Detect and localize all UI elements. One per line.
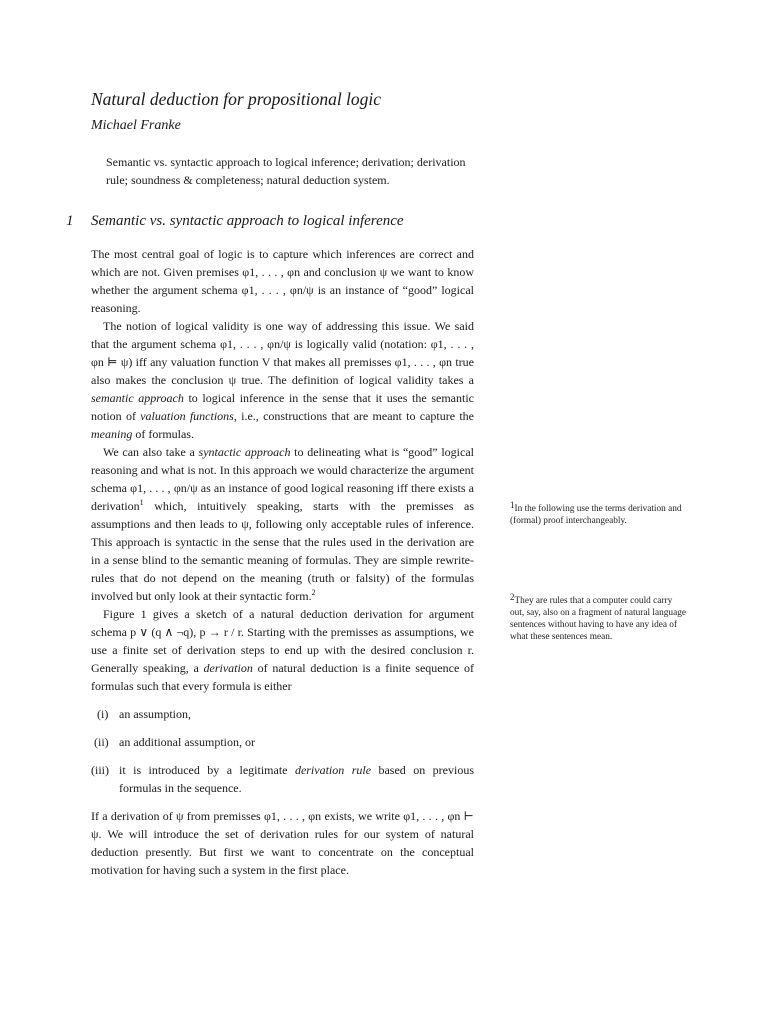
paragraph-5: If a derivation of ψ from premisses φ1, . . . , φn exists, we write φ1, . . . , φn ⊢ ψ. We will introduce the set of derivation rules for our system of natural deduction presently. But first we want to concentrate on the conceptual motivation for having such a system in the first place. — [91, 809, 474, 877]
list-item-label: (i) — [97, 707, 109, 721]
enumeration-list — [91, 705, 474, 797]
paragraph-2-text: of formulas. — [132, 427, 194, 441]
paragraph-2-text: The notion of logical validity is one way of addressing this issue. We said that the argument schema φ1, . . . , φn/ψ is logically valid (notation: φ1, . . . , φn ⊨ ψ) iff any valuation function V that makes all premisses φ1, . . . , φn true also makes the conclusion ψ true. The definition of logical validity takes a — [91, 319, 474, 387]
paragraph-1: The most central goal of logic is to capture which inferences are correct and which are not. Given premises φ1, . . . , φn and conclusion ψ we want to know whether the argument schema φ1, . . . , φn/ψ is an instance of “good” logical reasoning. — [91, 247, 474, 315]
paragraph-4-text: Figure 1 gives a sketch of a natural deduction derivation for argument schema p ∨ (q ∧ ¬q), p → r / r. Starting with the premisses as assumptions, we use a finite set of derivation steps to end up with the desired conclusion r. Generally speaking, a — [91, 607, 474, 675]
paragraph-3-text: which, intuitively speaking, starts with the premisses as assumptions and then leads to ψ, following only acceptable rules of inference. This approach is syntactic in the sense that the rules used in the derivation are in a sense blind to the semantic meaning of formulas. They are simple rewrite-rules that do not depend on the meaning (truth or falsity) of the formulas involved but only look at their syntactic form. — [91, 499, 474, 603]
abstract-keywords: Semantic vs. syntactic approach to logical inference; derivation; derivation rule; soundness & completeness; natural deduction system. — [106, 155, 466, 187]
margin-footnote-2 — [510, 591, 688, 643]
footnote-ref-1[interactable]: 1 — [139, 498, 144, 507]
emphasis-semantic-approach: semantic approach — [91, 391, 184, 405]
list-item-text: an assumption, — [119, 707, 191, 721]
list-item-text: an additional assumption, or — [119, 735, 255, 749]
list-item — [91, 733, 474, 751]
emphasis-derivation: derivation — [203, 661, 253, 675]
paragraph-2-text: to logical inference in the sense that it uses the semantic notion of — [91, 391, 474, 423]
list-item — [91, 705, 474, 723]
paragraph-2-text: , i.e., constructions that are meant to capture the — [233, 409, 474, 423]
emphasis-meaning: meaning — [91, 427, 133, 441]
emphasis-valuation-functions: valuation functions — [140, 409, 234, 423]
emphasis-syntactic-approach: syntactic approach — [198, 445, 291, 459]
footnote-text: They are rules that a computer could carry out, say, also on a fragment of natural language sentences without having to have any idea of what these sentences mean. — [510, 596, 686, 642]
author-name: Michael Franke — [91, 118, 181, 133]
paragraph-2 — [91, 317, 474, 443]
paragraph-3-text: to delineating what is “good” logical reasoning and what is not. In this approach we would characterize the argument schema φ1, . . . , φn/ψ as an instance of good logical reasoning iff there exists a derivation — [91, 445, 474, 513]
footnote-mark: 1 — [510, 500, 515, 510]
paragraph-3 — [91, 443, 474, 605]
emphasis-derivation-rule: derivation rule — [294, 763, 372, 777]
main-text — [91, 245, 474, 879]
section-number: 1 — [66, 213, 74, 229]
footnote-mark: 2 — [510, 592, 515, 602]
paragraph-4-text: of natural deduction is a finite sequence of formulas such that every formula is either — [91, 661, 474, 693]
paper-title: Natural deduction for propositional logic — [91, 89, 382, 109]
list-item-text: it is introduced by a legitimate — [119, 763, 295, 777]
list-item — [91, 761, 474, 797]
footnote-text: In the following use the terms derivation and (formal) proof interchangeably. — [510, 504, 682, 526]
list-item-label: (ii) — [94, 735, 109, 749]
margin-footnote-1 — [510, 499, 688, 527]
paragraph-3-text: We can also take a — [103, 445, 199, 459]
footnote-ref-2[interactable]: 2 — [311, 588, 316, 597]
list-item-text: based on previous formulas in the sequence. — [119, 763, 474, 795]
list-item-label: (iii) — [91, 763, 109, 777]
section-title: Semantic vs. syntactic approach to logical inference — [91, 213, 404, 229]
paragraph-4 — [91, 605, 474, 695]
